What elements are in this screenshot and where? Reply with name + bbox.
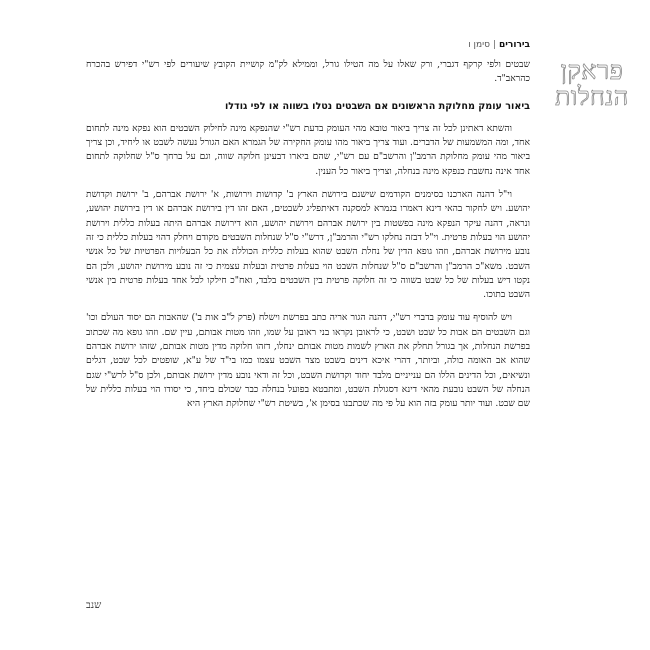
running-header xyxy=(86,40,530,50)
body-paragraph-1: והשתא דאתינן לכל זה צריך ביאור טובא מהי העומק בדעת רש"י שהנפקא מינה לחילוק השבטים הוא נפקא מינה לתחום אחד, ומה המשמעות של הדברים. ועוד צריך ביאור מהו עומק החקירה של הגמרא האם הגורל נעשה לשבט או ליחיד, וכן צריך ביאור מהי עומק מחלוקת הרמב"ן והרשב"ם עם רש"י, שהם ביארו דבעינן חלוקה שווה, וגם על ברחך ס"ל שחלוקה לתחום אחד אינה נחשבת כנפקא מינה בנחלה, וצריך ביאור כל הענין. xyxy=(86,122,530,177)
header-section-title: בירורים xyxy=(499,40,530,50)
side-title-line2: הנחלות xyxy=(555,82,629,111)
header-separator: | xyxy=(492,40,497,50)
side-book-title xyxy=(542,58,642,110)
section-heading: ביאור עומק מחלוקת הראשונים אם השבטים נטלו בשווה או לפי גודלו xyxy=(224,100,530,112)
side-title-line1: פראקן xyxy=(560,56,624,85)
main-text-column xyxy=(86,58,530,412)
body-paragraph-3: ויש להוסיף עוד עומק בדברי רש"י, דהנה הגור אריה כתב בפרשת וישלח (פרק ל"ב אות ב') שהאבות הם יסוד העולם וכו' וגם השבטים הם אבות כל שבט ושבט, כי לראובן נקראו בני ראובן על שמו, וזהו מטות אבותם, עיין שם. וזהו גופא מה שכתוב בפרשת הנחלות, אך בגורל תחלק את הארץ לשמות מטות אבותם ינחלו, דזהו חלוקה מדין מטות אבותם, שזהו ירושת אברהם שהוא אב האומה כולה, וביותר, דהרי איכא דינים בשבט מצד השבט עצמו כמו בי"ד של ע"א, שופטים לכל שבט, דגלים ונשיאים, וכל הדינים הללו הם ענייניים מלבד יחוד וקדושת השבט, וכל זה ודאי נובע מדין ירושת אבותם, ולכן ס"ל לרש"י שגם הנחלה של השבט נובעת מהאי דינא דסגולת השבט, ומתבטא בפועל בנחלה כבר שכולם ביחד, כי יסודו הוי בעלות כללית של שם שבט. ועוד יותר עומק בזה הוא על פי מה שכתבנו בסימן א', בשיטת רש"י שחלוקת הארץ היא xyxy=(86,312,530,410)
header-siman-number: סימן ו xyxy=(468,40,490,50)
body-paragraph-2: וי"ל דהנה הארכנו בסימנים הקודמים שישנם בירושת הארץ ב' קדושות וירושות, א' ירושת אברהם, ב' ירושת וקדושת יהושע. ויש לחקור בהאי דינא דאמרו בגמרא למסקנה דאיתפליג לשבטים, האם זהו דין בירושת אברהם או דין בירושת יהושע, ונראה, דהנה עיקר הנפקא מינה בפשטות בין ירושת אברהם וירושת יהושע, הוא דירושת אברהם היתה בעלות כללית וירושת יהושע הוי בעלות פרטית. וי"ל דבזה נחלקו רש"י והרמב"ן, דרש"י ס"ל שנחלות השבטים מקודם ויחלק דהוי בעלות כללית כי זה נובע מירושת אברהם, וזהו גופא הדין של נחלת השבט שהוא בעלות כללית הכוללת את כל הבעלויות הפרטיות של כל אנשי השבט. משא"כ הרמב"ן והרשב"ם ס"ל שנחלות השבט הוי בעלות פרטית ובעלות עצמית כי זה נובע מירושת יהושע, ולכן הם נקטו דיש בעלות של כל שבט בשווה כי זה חלוקה פרטית בין השבטים בלבד, ואח"כ חילקו לכל אחד בעלות פרטית בין אנשי השבט בתוכו. xyxy=(86,189,530,301)
intro-paragraph: שבטים ולפי קרקף דגברי, ורק שאלו על מה הטילו גורל, וממילא לק"מ קושיית הקובץ שיעורים לפי רש"י דפירש בהכרח כהראב"ד. xyxy=(86,59,530,85)
page-number: שנב xyxy=(86,600,102,611)
